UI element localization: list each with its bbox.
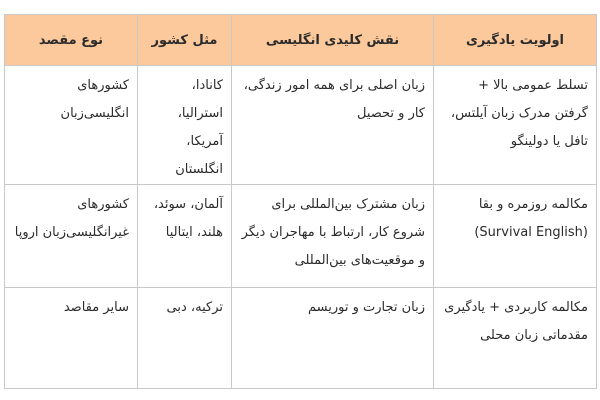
header-english-role: نقش کلیدی انگلیسی (232, 15, 434, 66)
comparison-table (4, 14, 597, 389)
cell-english-role: زبان اصلی برای همه امور زندگی، کار و تحصیل (232, 66, 434, 185)
cell-example-country: کانادا، استرالیا، آمریکا، انگلستان (138, 66, 232, 185)
cell-learning-priority: تسلط عمومی بالا + گرفتن مدرک زبان آیلتس، تافل یا دولینگو (434, 66, 597, 185)
header-learning-priority: اولویت یادگیری (434, 15, 597, 66)
cell-english-role: زبان تجارت و توریسم (232, 288, 434, 389)
cell-english-role: زبان مشترک بین‌المللی برای شروع کار، ارتباط با مهاجران دیگر و موقعیت‌های بین‌المللی (232, 185, 434, 288)
cell-example-country: ترکیه، دبی (138, 288, 232, 389)
table-header-row (5, 15, 597, 66)
comparison-table-container (4, 14, 596, 370)
table-row (5, 185, 597, 288)
cell-learning-priority: مکالمه کاربردی + یادگیری مقدماتی زبان محلی (434, 288, 597, 389)
header-destination-type: نوع مقصد (5, 15, 138, 66)
table-row (5, 66, 597, 185)
cell-example-country: آلمان، سوئد، هلند، ایتالیا (138, 185, 232, 288)
cell-learning-priority: مکالمه روزمره و بقا (Survival English) (434, 185, 597, 288)
table-row (5, 288, 597, 389)
cell-destination-type: کشورهای غیرانگلیسی‌زبان اروپا (5, 185, 138, 288)
cell-destination-type: کشورهای انگلیسی‌زبان (5, 66, 138, 185)
header-example-country: مثل کشور (138, 15, 232, 66)
cell-destination-type: سایر مقاصد (5, 288, 138, 389)
